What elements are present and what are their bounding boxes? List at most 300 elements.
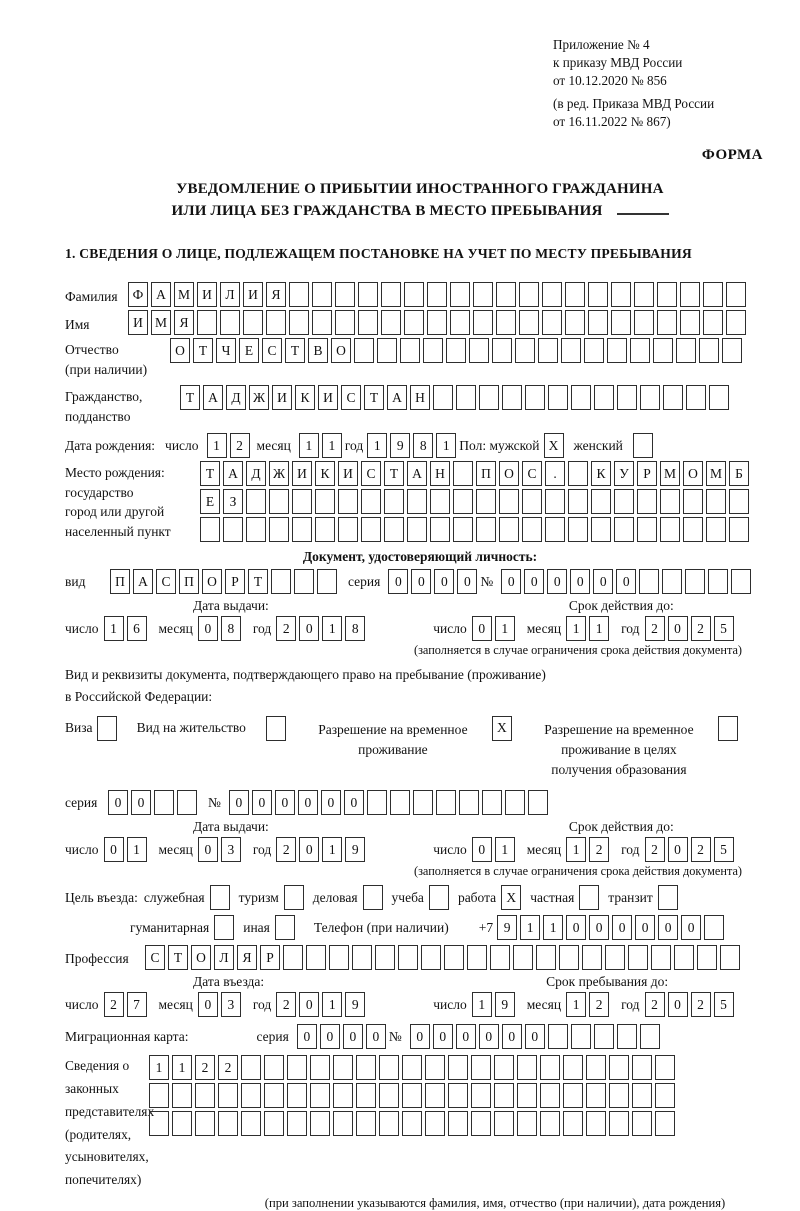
char-cell[interactable]: 0	[108, 790, 128, 815]
char-cell[interactable]: Л	[214, 945, 234, 970]
char-cell[interactable]	[469, 338, 489, 363]
char-cell[interactable]	[637, 489, 657, 514]
char-cell[interactable]: 2	[195, 1055, 215, 1080]
char-cell[interactable]: И	[338, 461, 358, 486]
purpose-business-checkbox[interactable]	[363, 885, 383, 910]
char-cell[interactable]: 7	[127, 992, 147, 1017]
purpose-tourism-checkbox[interactable]	[284, 885, 304, 910]
char-cell[interactable]	[634, 310, 654, 335]
char-cell[interactable]: 0	[547, 569, 567, 594]
char-cell[interactable]	[517, 1083, 537, 1108]
char-cell[interactable]	[467, 945, 487, 970]
char-cell[interactable]: 0	[434, 569, 454, 594]
char-cell[interactable]	[398, 945, 418, 970]
char-cell[interactable]	[683, 517, 703, 542]
char-cell[interactable]	[329, 945, 349, 970]
purpose-private-checkbox[interactable]	[579, 885, 599, 910]
char-cell[interactable]	[312, 310, 332, 335]
char-cell[interactable]: 0	[433, 1024, 453, 1049]
char-cell[interactable]	[628, 945, 648, 970]
char-cell[interactable]	[220, 310, 240, 335]
char-cell[interactable]	[528, 790, 548, 815]
char-cell[interactable]: 2	[218, 1055, 238, 1080]
char-cell[interactable]	[333, 1083, 353, 1108]
char-cell[interactable]	[427, 282, 447, 307]
char-cell[interactable]	[680, 282, 700, 307]
char-cell[interactable]	[496, 310, 516, 335]
char-cell[interactable]	[722, 338, 742, 363]
purpose-official-checkbox[interactable]	[210, 885, 230, 910]
sex-male-checkbox[interactable]: X	[544, 433, 564, 458]
char-cell[interactable]	[436, 790, 456, 815]
char-cell[interactable]: 0	[198, 992, 218, 1017]
char-cell[interactable]	[361, 517, 381, 542]
char-cell[interactable]	[632, 1111, 652, 1136]
char-cell[interactable]: А	[387, 385, 407, 410]
char-cell[interactable]	[425, 1055, 445, 1080]
char-cell[interactable]: Ф	[128, 282, 148, 307]
char-cell[interactable]: 1	[495, 837, 515, 862]
char-cell[interactable]: Р	[225, 569, 245, 594]
char-cell[interactable]	[471, 1083, 491, 1108]
char-cell[interactable]	[542, 310, 562, 335]
char-cell[interactable]: И	[243, 282, 263, 307]
char-cell[interactable]: П	[179, 569, 199, 594]
char-cell[interactable]	[729, 517, 749, 542]
char-cell[interactable]: 0	[366, 1024, 386, 1049]
char-cell[interactable]	[200, 517, 220, 542]
char-cell[interactable]: С	[262, 338, 282, 363]
char-cell[interactable]	[448, 1055, 468, 1080]
char-cell[interactable]: 1	[299, 433, 319, 458]
residence-permit-checkbox[interactable]	[266, 716, 286, 741]
char-cell[interactable]	[338, 489, 358, 514]
char-cell[interactable]	[536, 945, 556, 970]
char-cell[interactable]	[522, 517, 542, 542]
char-cell[interactable]	[519, 310, 539, 335]
char-cell[interactable]	[614, 489, 634, 514]
char-cell[interactable]	[423, 338, 443, 363]
char-cell[interactable]	[287, 1055, 307, 1080]
purpose-work-checkbox[interactable]: X	[501, 885, 521, 910]
char-cell[interactable]	[149, 1083, 169, 1108]
char-cell[interactable]	[609, 1083, 629, 1108]
char-cell[interactable]: Т	[248, 569, 268, 594]
char-cell[interactable]	[685, 569, 705, 594]
char-cell[interactable]: 0	[457, 569, 477, 594]
char-cell[interactable]	[538, 338, 558, 363]
char-cell[interactable]: 2	[230, 433, 250, 458]
char-cell[interactable]	[430, 517, 450, 542]
char-cell[interactable]: Я	[237, 945, 257, 970]
char-cell[interactable]	[459, 790, 479, 815]
char-cell[interactable]: И	[128, 310, 148, 335]
char-cell[interactable]: 1	[566, 992, 586, 1017]
char-cell[interactable]: Е	[200, 489, 220, 514]
char-cell[interactable]	[425, 1083, 445, 1108]
char-cell[interactable]	[195, 1083, 215, 1108]
char-cell[interactable]: 1	[127, 837, 147, 862]
char-cell[interactable]	[473, 282, 493, 307]
char-cell[interactable]	[456, 385, 476, 410]
char-cell[interactable]	[545, 489, 565, 514]
char-cell[interactable]	[241, 1083, 261, 1108]
char-cell[interactable]	[632, 1083, 652, 1108]
char-cell[interactable]	[333, 1055, 353, 1080]
char-cell[interactable]: 0	[589, 915, 609, 940]
char-cell[interactable]: Я	[174, 310, 194, 335]
char-cell[interactable]: 0	[299, 616, 319, 641]
char-cell[interactable]	[448, 1111, 468, 1136]
char-cell[interactable]	[356, 1055, 376, 1080]
char-cell[interactable]	[381, 310, 401, 335]
char-cell[interactable]	[246, 517, 266, 542]
char-cell[interactable]: 0	[320, 1024, 340, 1049]
char-cell[interactable]: 0	[479, 1024, 499, 1049]
char-cell[interactable]: 1	[495, 616, 515, 641]
char-cell[interactable]	[264, 1111, 284, 1136]
char-cell[interactable]: 0	[502, 1024, 522, 1049]
char-cell[interactable]	[218, 1111, 238, 1136]
char-cell[interactable]	[517, 1111, 537, 1136]
char-cell[interactable]	[703, 310, 723, 335]
char-cell[interactable]	[358, 310, 378, 335]
char-cell[interactable]: Т	[168, 945, 188, 970]
char-cell[interactable]	[563, 1055, 583, 1080]
char-cell[interactable]	[588, 310, 608, 335]
char-cell[interactable]	[287, 1083, 307, 1108]
char-cell[interactable]: 0	[593, 569, 613, 594]
char-cell[interactable]	[356, 1111, 376, 1136]
char-cell[interactable]	[584, 338, 604, 363]
char-cell[interactable]: 0	[658, 915, 678, 940]
char-cell[interactable]: 3	[221, 837, 241, 862]
visa-checkbox[interactable]	[97, 716, 117, 741]
char-cell[interactable]	[471, 1055, 491, 1080]
char-cell[interactable]	[655, 1083, 675, 1108]
char-cell[interactable]	[499, 489, 519, 514]
char-cell[interactable]	[561, 338, 581, 363]
char-cell[interactable]	[639, 569, 659, 594]
char-cell[interactable]	[335, 282, 355, 307]
char-cell[interactable]	[617, 1024, 637, 1049]
char-cell[interactable]	[540, 1055, 560, 1080]
sex-female-checkbox[interactable]	[633, 433, 653, 458]
char-cell[interactable]: 1	[589, 616, 609, 641]
char-cell[interactable]	[548, 385, 568, 410]
char-cell[interactable]	[640, 385, 660, 410]
char-cell[interactable]	[264, 1083, 284, 1108]
char-cell[interactable]: О	[331, 338, 351, 363]
char-cell[interactable]	[310, 1055, 330, 1080]
char-cell[interactable]: Ж	[249, 385, 269, 410]
char-cell[interactable]	[352, 945, 372, 970]
char-cell[interactable]: А	[223, 461, 243, 486]
char-cell[interactable]	[375, 945, 395, 970]
char-cell[interactable]: 0	[456, 1024, 476, 1049]
char-cell[interactable]: И	[318, 385, 338, 410]
char-cell[interactable]: Т	[364, 385, 384, 410]
char-cell[interactable]	[505, 790, 525, 815]
char-cell[interactable]	[471, 1111, 491, 1136]
char-cell[interactable]: К	[315, 461, 335, 486]
char-cell[interactable]	[674, 945, 694, 970]
char-cell[interactable]	[513, 945, 533, 970]
char-cell[interactable]	[568, 489, 588, 514]
char-cell[interactable]	[453, 517, 473, 542]
char-cell[interactable]	[571, 1024, 591, 1049]
char-cell[interactable]	[496, 282, 516, 307]
char-cell[interactable]: О	[202, 569, 222, 594]
char-cell[interactable]	[680, 310, 700, 335]
char-cell[interactable]	[243, 310, 263, 335]
char-cell[interactable]	[264, 1055, 284, 1080]
char-cell[interactable]: 8	[413, 433, 433, 458]
char-cell[interactable]	[640, 1024, 660, 1049]
char-cell[interactable]: 0	[681, 915, 701, 940]
char-cell[interactable]: 0	[298, 790, 318, 815]
temp-residence-checkbox[interactable]: X	[492, 716, 512, 741]
char-cell[interactable]	[630, 338, 650, 363]
char-cell[interactable]: 0	[411, 569, 431, 594]
char-cell[interactable]	[634, 282, 654, 307]
char-cell[interactable]	[502, 385, 522, 410]
char-cell[interactable]	[450, 310, 470, 335]
char-cell[interactable]	[476, 517, 496, 542]
char-cell[interactable]	[651, 945, 671, 970]
char-cell[interactable]	[149, 1111, 169, 1136]
char-cell[interactable]: 2	[276, 992, 296, 1017]
char-cell[interactable]	[448, 1083, 468, 1108]
char-cell[interactable]	[476, 489, 496, 514]
char-cell[interactable]	[379, 1055, 399, 1080]
char-cell[interactable]	[490, 945, 510, 970]
char-cell[interactable]	[499, 517, 519, 542]
char-cell[interactable]	[450, 282, 470, 307]
char-cell[interactable]	[223, 517, 243, 542]
char-cell[interactable]: 0	[566, 915, 586, 940]
char-cell[interactable]	[271, 569, 291, 594]
char-cell[interactable]	[540, 1111, 560, 1136]
char-cell[interactable]	[246, 489, 266, 514]
char-cell[interactable]: 8	[221, 616, 241, 641]
char-cell[interactable]: О	[170, 338, 190, 363]
char-cell[interactable]: 0	[570, 569, 590, 594]
char-cell[interactable]: Н	[430, 461, 450, 486]
char-cell[interactable]: 1	[566, 616, 586, 641]
char-cell[interactable]	[729, 489, 749, 514]
char-cell[interactable]	[482, 790, 502, 815]
char-cell[interactable]: 0	[524, 569, 544, 594]
char-cell[interactable]	[390, 790, 410, 815]
char-cell[interactable]	[582, 945, 602, 970]
char-cell[interactable]: З	[223, 489, 243, 514]
char-cell[interactable]	[402, 1055, 422, 1080]
char-cell[interactable]: 0	[321, 790, 341, 815]
char-cell[interactable]: М	[660, 461, 680, 486]
char-cell[interactable]	[720, 945, 740, 970]
char-cell[interactable]	[594, 385, 614, 410]
char-cell[interactable]: 1	[566, 837, 586, 862]
char-cell[interactable]	[703, 282, 723, 307]
char-cell[interactable]	[571, 385, 591, 410]
char-cell[interactable]: 1	[322, 616, 342, 641]
char-cell[interactable]: Е	[239, 338, 259, 363]
char-cell[interactable]: О	[499, 461, 519, 486]
temp-residence-edu-checkbox[interactable]	[718, 716, 738, 741]
char-cell[interactable]: 1	[322, 837, 342, 862]
char-cell[interactable]	[704, 915, 724, 940]
char-cell[interactable]: Т	[193, 338, 213, 363]
char-cell[interactable]	[726, 310, 746, 335]
char-cell[interactable]: 0	[525, 1024, 545, 1049]
char-cell[interactable]: 0	[343, 1024, 363, 1049]
char-cell[interactable]	[292, 489, 312, 514]
char-cell[interactable]: 3	[221, 992, 241, 1017]
char-cell[interactable]: П	[476, 461, 496, 486]
char-cell[interactable]	[591, 489, 611, 514]
char-cell[interactable]	[706, 489, 726, 514]
char-cell[interactable]	[519, 282, 539, 307]
char-cell[interactable]: 9	[345, 992, 365, 1017]
char-cell[interactable]: С	[361, 461, 381, 486]
char-cell[interactable]	[660, 489, 680, 514]
char-cell[interactable]	[413, 790, 433, 815]
char-cell[interactable]: 2	[645, 992, 665, 1017]
char-cell[interactable]	[407, 489, 427, 514]
char-cell[interactable]	[195, 1111, 215, 1136]
char-cell[interactable]	[588, 282, 608, 307]
char-cell[interactable]: Я	[266, 282, 286, 307]
char-cell[interactable]	[709, 385, 729, 410]
char-cell[interactable]: 2	[691, 837, 711, 862]
char-cell[interactable]	[407, 517, 427, 542]
char-cell[interactable]: 1	[149, 1055, 169, 1080]
char-cell[interactable]	[655, 1055, 675, 1080]
char-cell[interactable]	[172, 1111, 192, 1136]
char-cell[interactable]	[381, 282, 401, 307]
char-cell[interactable]: 0	[616, 569, 636, 594]
char-cell[interactable]: И	[272, 385, 292, 410]
char-cell[interactable]	[269, 517, 289, 542]
char-cell[interactable]	[317, 569, 337, 594]
char-cell[interactable]	[154, 790, 174, 815]
char-cell[interactable]	[269, 489, 289, 514]
char-cell[interactable]: К	[295, 385, 315, 410]
char-cell[interactable]: 9	[345, 837, 365, 862]
char-cell[interactable]: 9	[390, 433, 410, 458]
char-cell[interactable]	[315, 517, 335, 542]
char-cell[interactable]: 0	[410, 1024, 430, 1049]
char-cell[interactable]: 0	[472, 616, 492, 641]
char-cell[interactable]: 1	[436, 433, 456, 458]
char-cell[interactable]	[404, 310, 424, 335]
purpose-transit-checkbox[interactable]	[658, 885, 678, 910]
char-cell[interactable]	[731, 569, 751, 594]
char-cell[interactable]	[607, 338, 627, 363]
char-cell[interactable]: П	[110, 569, 130, 594]
char-cell[interactable]	[310, 1083, 330, 1108]
char-cell[interactable]	[367, 790, 387, 815]
char-cell[interactable]	[525, 385, 545, 410]
char-cell[interactable]: С	[156, 569, 176, 594]
char-cell[interactable]	[356, 1083, 376, 1108]
char-cell[interactable]: Р	[637, 461, 657, 486]
char-cell[interactable]	[433, 385, 453, 410]
char-cell[interactable]	[611, 310, 631, 335]
char-cell[interactable]: Д	[226, 385, 246, 410]
char-cell[interactable]	[683, 489, 703, 514]
char-cell[interactable]	[517, 1055, 537, 1080]
char-cell[interactable]: 0	[198, 837, 218, 862]
char-cell[interactable]	[559, 945, 579, 970]
char-cell[interactable]	[427, 310, 447, 335]
char-cell[interactable]	[655, 1111, 675, 1136]
char-cell[interactable]: 0	[388, 569, 408, 594]
char-cell[interactable]	[354, 338, 374, 363]
char-cell[interactable]: М	[706, 461, 726, 486]
char-cell[interactable]: 5	[714, 992, 734, 1017]
char-cell[interactable]	[540, 1083, 560, 1108]
char-cell[interactable]: А	[151, 282, 171, 307]
char-cell[interactable]	[637, 517, 657, 542]
char-cell[interactable]: 0	[668, 992, 688, 1017]
char-cell[interactable]	[492, 338, 512, 363]
char-cell[interactable]: .	[545, 461, 565, 486]
char-cell[interactable]	[632, 1055, 652, 1080]
char-cell[interactable]: Л	[220, 282, 240, 307]
char-cell[interactable]	[548, 1024, 568, 1049]
char-cell[interactable]: 0	[131, 790, 151, 815]
char-cell[interactable]: 2	[691, 992, 711, 1017]
char-cell[interactable]	[177, 790, 197, 815]
char-cell[interactable]: 2	[691, 616, 711, 641]
char-cell[interactable]: Н	[410, 385, 430, 410]
char-cell[interactable]	[660, 517, 680, 542]
char-cell[interactable]	[289, 282, 309, 307]
char-cell[interactable]: 1	[322, 992, 342, 1017]
char-cell[interactable]	[338, 517, 358, 542]
char-cell[interactable]	[358, 282, 378, 307]
char-cell[interactable]	[402, 1083, 422, 1108]
char-cell[interactable]	[605, 945, 625, 970]
char-cell[interactable]	[266, 310, 286, 335]
char-cell[interactable]	[473, 310, 493, 335]
char-cell[interactable]: Ж	[269, 461, 289, 486]
char-cell[interactable]	[586, 1055, 606, 1080]
char-cell[interactable]: 1	[104, 616, 124, 641]
char-cell[interactable]: С	[145, 945, 165, 970]
char-cell[interactable]	[377, 338, 397, 363]
char-cell[interactable]	[453, 489, 473, 514]
char-cell[interactable]	[479, 385, 499, 410]
char-cell[interactable]	[586, 1083, 606, 1108]
char-cell[interactable]: А	[407, 461, 427, 486]
char-cell[interactable]	[565, 310, 585, 335]
char-cell[interactable]	[699, 338, 719, 363]
char-cell[interactable]: Т	[200, 461, 220, 486]
char-cell[interactable]	[425, 1111, 445, 1136]
char-cell[interactable]: 0	[501, 569, 521, 594]
char-cell[interactable]: 1	[472, 992, 492, 1017]
char-cell[interactable]	[686, 385, 706, 410]
char-cell[interactable]: О	[191, 945, 211, 970]
char-cell[interactable]: 2	[276, 837, 296, 862]
char-cell[interactable]: 5	[714, 616, 734, 641]
char-cell[interactable]	[594, 1024, 614, 1049]
char-cell[interactable]	[697, 945, 717, 970]
char-cell[interactable]	[333, 1111, 353, 1136]
